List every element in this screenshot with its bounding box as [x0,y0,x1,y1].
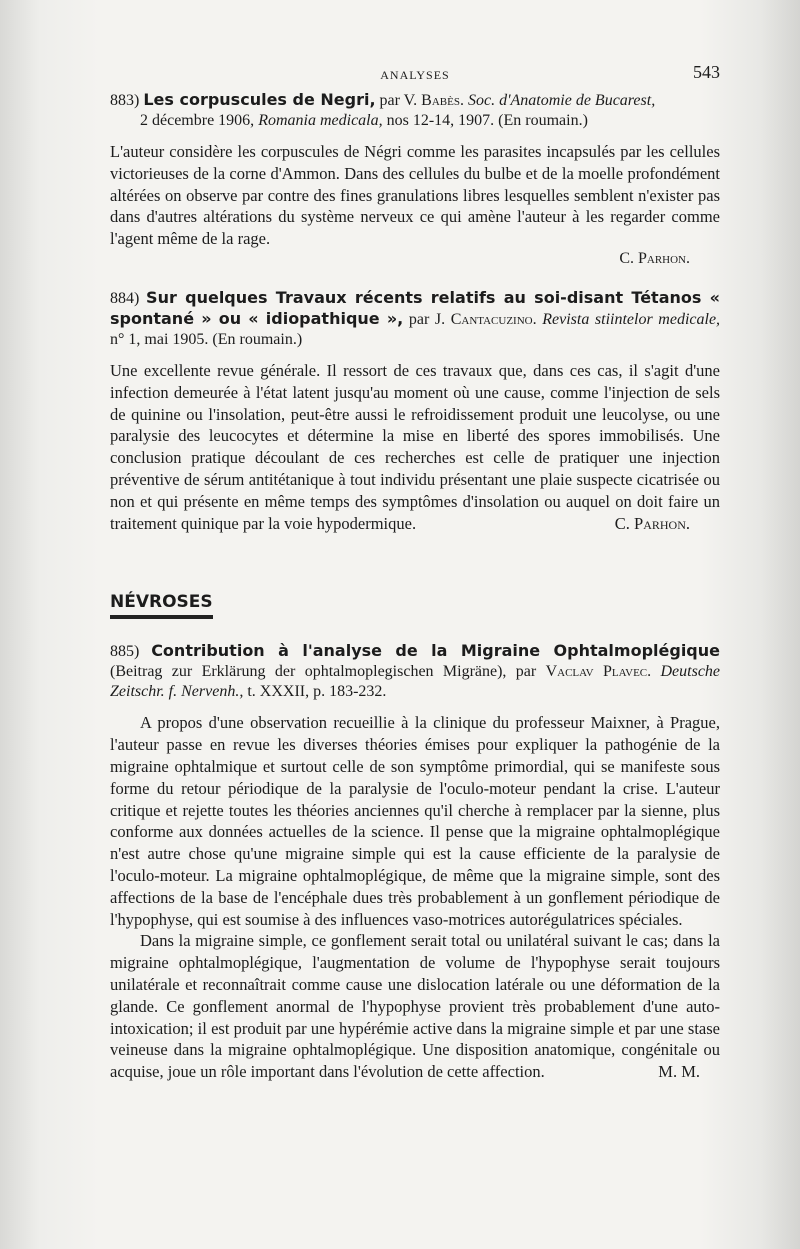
entry-title: Sur quelques Travaux récents relatifs au soi-disant Tétanos « spontané » ou « idiopathique », [110,287,721,328]
entry-title: Les corpuscules de Negri, [143,90,376,109]
entry-885-head [110,641,720,702]
content [110,58,720,1083]
entry-number: 884) [110,289,140,307]
entry-number: 883) [110,92,140,109]
entry-issue: nos 12-14, 1907. (En roumain.) [386,112,588,129]
entry-subtitle: (Beitrag zur Erklärung der ophtalmoplegischen Migräne), par [110,663,537,681]
entry-884-signature: C. Parhon. [614,513,690,533]
entry-883-head [110,90,720,131]
entry-journal: Revista stiintelor medicale, [542,310,721,328]
entry-journal: Deutsche Zeitschr. f. Nervenh., [110,663,721,701]
running-head [110,58,720,88]
entry-by: par J. [408,310,446,328]
entry-885-signature: M. M. [658,1062,700,1082]
page-number: 543 [693,62,720,82]
entry-885-body-2: Dans la migraine simple, ce gonflement serait total ou unilatéral suivant le cas; dans la migraine ophtalmoplégique, l'augmentation de volume de l'hypophyse serait toujours unilatérale et reconnaîtrait comme cause une dislocation latérale ou une déformation de la glande. Ce gonflement anormal de l'hypophyse provient très probablement d'une auto-intoxication; il est produit par une hypérémie active dans la migraine simple et par une stase veineuse dans la migraine ophtalmoplégique. Une disposition anatomique, congénitale ou acquise, joue un rôle important dans l'évolution de cette affection. M. M. [110,931,720,1082]
entry-ref: t. XXXII, p. 183-232. [247,683,387,701]
entry-author: Babès. [421,92,464,109]
entry-number: 885) [110,643,140,661]
entry-by: par V. [379,92,418,109]
section-title: NÉVROSES [110,592,213,619]
entry-date: 2 décembre 1906, [140,112,255,129]
entry-title: Contribution à l'analyse de la Migraine Ophtalmoplégique [151,641,721,661]
entry-883-body: L'auteur considère les corpuscules de Négri comme les parasites incapsulés par les cellules victorieuses de la corne d'Ammon. Dans des cellules du bulbe et de la moelle profondément altérées on observe par contre des fines granulations libres lesquelles semblent n'exister pas dans d'autres altérations du système nerveux ce qui amène l'auteur à les regarder comme l'agent même de la rage. [110,142,720,249]
running-title: ANALYSES [380,68,450,82]
entry-journal-secondary: Romania medicala, [258,112,383,129]
entry-author: Cantacuzino. [450,310,537,328]
entry-journal: Soc. d'Anatomie de Bucarest, [467,92,656,109]
entry-author: Vaclav Plavec. [545,663,652,681]
entry-885-body-1: A propos d'une observation recueillie à la clinique du professeur Maixner, à Prague, l'auteur passe en revue les diverses théories émises pour expliquer la pathogénie de la migraine ophtalmique et surtout celle de son symptôme primordial, qui se manifeste sous forme du retour périodique de la paralysie de l'oculo-moteur pendant la crise. L'auteur critique et rejette toutes les théories anciennes qu'il cherche à remplacer par la sienne, plus conforme aux données actuelles de la science. Il pense que la migraine ophtalmoplégique n'est autre chose qu'une migraine simple qui est la cause efficiente de la paralysie de l'oculo-moteur. La migraine ophtalmoplégique, de même que la migraine simple, sont des affections de la base de l'encéphale dues très probablement à un gonflement périodique de l'hypophyse, qui est soumise à des influences vaso-motrices autorégulatrices spéciales. [110,713,720,929]
entry-issue: n° 1, mai 1905. (En roumain.) [110,330,303,348]
entry-884-head [110,288,720,350]
entry-883-signature: C. Parhon. [619,249,690,267]
entry-884-body: Une excellente revue générale. Il ressort de ces travaux que, dans ces cas, il s'agit d'une infection demeurée à l'état latent jusqu'au moment où une cause, comme l'injection de sels de quinine ou l'insolation, peut-être aussi le refroidissement produit une leucolyse, ou une paralysie des leucocytes et détermine la mise en liberté des spores immobilisés. Une conclusion pratique découlant de ces recherches est celle de pratiquer une injection préventive de sérum antitétanique à tout individu présentant une plaie suspecte cicatrisée ou non et qui présente en même temps des symptômes d'insolation ou auquel on doit faire un traitement quinique par la voie hypodermique. C. Parhon. [110,360,720,533]
